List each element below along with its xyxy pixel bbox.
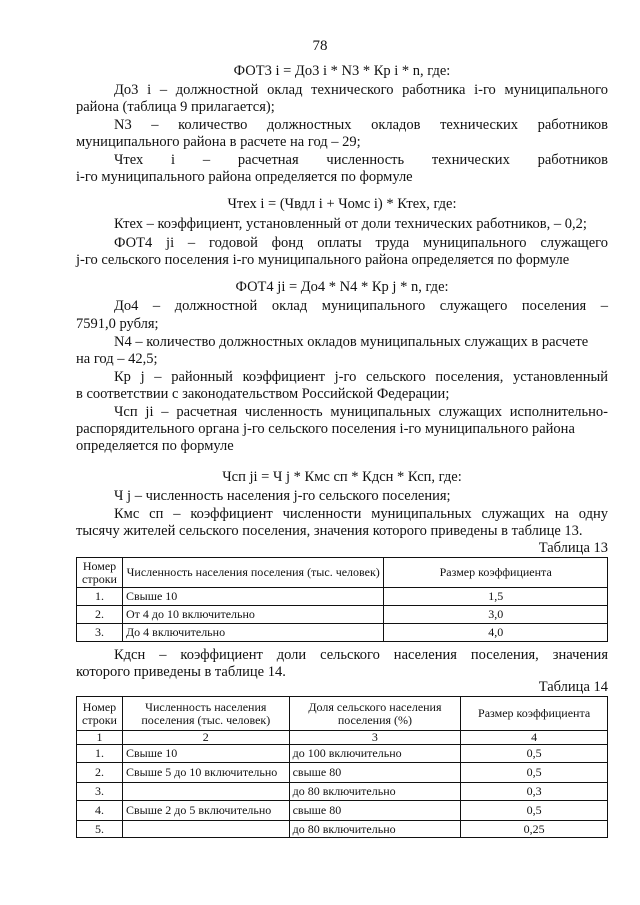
- table-cell: 0,5: [461, 745, 608, 763]
- table-row: [77, 821, 608, 838]
- table-cell: Свыше 10: [122, 745, 289, 763]
- text-line: Ч j – численность населения j-го сельского поселения;: [114, 488, 451, 504]
- table-cell: 2.: [77, 763, 123, 783]
- text-line: которого приведены в таблице 14.: [76, 664, 286, 680]
- table14-caption: Таблица 14: [538, 679, 608, 695]
- table-cell: 4.: [77, 801, 123, 821]
- text-line: на год – 42,5;: [76, 351, 158, 367]
- text-line: муниципального района в расчете на год – 29;: [76, 134, 361, 150]
- table-cell: [122, 821, 289, 838]
- formula-fot3: ФОТ3 i = До3 i * N3 * Кр i * n, где:: [233, 63, 451, 79]
- text-line: Чтех i – расчетная численность технических работников: [114, 152, 608, 168]
- text-line: распорядительного органа j-го сельского поселения i-го муниципального района: [76, 421, 575, 437]
- page-number: 78: [312, 38, 328, 54]
- table-numbering-row: [77, 731, 608, 745]
- table-cell: 3.: [77, 783, 123, 801]
- table-cell: 0,5: [461, 763, 608, 783]
- text-line: тысячу жителей сельского поселения, значения которого приведены в таблице 13.: [76, 523, 583, 539]
- table-14: [76, 696, 608, 838]
- table-header: Численность населения поселения (тыс. человек): [122, 697, 289, 731]
- table-row: [77, 801, 608, 821]
- table-cell: 5.: [77, 821, 123, 838]
- table-header: Численность населения поселения (тыс. человек): [122, 558, 383, 588]
- text-line: Чсп ji – расчетная численность муниципальных служащих исполнительно-: [114, 404, 608, 420]
- text-line: j-го сельского поселения i-го муниципального района определяется по формуле: [76, 252, 570, 268]
- table-cell: 3.: [77, 624, 123, 642]
- table-cell: 2.: [77, 606, 123, 624]
- text-line: Кдсн – коэффициент доли сельского населения поселения, значения: [114, 647, 608, 663]
- table-row: [77, 783, 608, 801]
- table-cell: до 80 включительно: [289, 821, 461, 838]
- text-line: Кмс сп – коэффициент численности муниципальных служащих на одну: [114, 506, 608, 522]
- table-row: [77, 745, 608, 763]
- formula-fot4: ФОТ4 ji = До4 * N4 * Кр j * n, где:: [235, 279, 449, 295]
- table-header: Доля сельского населения поселения (%): [289, 697, 461, 731]
- text-line: 7591,0 рубля;: [76, 316, 159, 332]
- table-cell: 1,5: [384, 588, 608, 606]
- formula-chteh: Чтех i = (Чвдл i + Чомс i) * Ктех, где:: [227, 196, 457, 212]
- table-cell: Свыше 10: [122, 588, 383, 606]
- table-cell: 1: [77, 731, 123, 745]
- text-line: До4 – должностной оклад муниципального служащего поселения –: [114, 298, 608, 314]
- text-line: N3 – количество должностных окладов технических работников: [114, 117, 608, 133]
- table-cell: свыше 80: [289, 801, 461, 821]
- table-cell: Свыше 5 до 10 включительно: [122, 763, 289, 783]
- table-header: Размер коэффициента: [461, 697, 608, 731]
- table13-caption: Таблица 13: [538, 540, 608, 556]
- table-cell: 1.: [77, 588, 123, 606]
- table-cell: До 4 включительно: [122, 624, 383, 642]
- text-line: в соответствии с законодательством Российской Федерации;: [76, 386, 450, 402]
- table-cell: От 4 до 10 включительно: [122, 606, 383, 624]
- formula-chsp: Чсп ji = Ч j * Кмс сп * Кдсн * Ксп, где:: [222, 469, 462, 485]
- table-cell: 0,25: [461, 821, 608, 838]
- table-cell: 0,5: [461, 801, 608, 821]
- text-line: Кр j – районный коэффициент j-го сельского поселения, установленный: [114, 369, 608, 385]
- table-cell: свыше 80: [289, 763, 461, 783]
- table-cell: Свыше 2 до 5 включительно: [122, 801, 289, 821]
- table-cell: 2: [122, 731, 289, 745]
- text-line: ФОТ4 ji – годовой фонд оплаты труда муниципального служащего: [114, 235, 608, 251]
- table-cell: 4,0: [384, 624, 608, 642]
- text-line: До3 i – должностной оклад технического работника i-го муниципального: [114, 82, 608, 98]
- table-cell: 0,3: [461, 783, 608, 801]
- table-header: Номер строки: [77, 697, 123, 731]
- table-header: Размер коэффициента: [384, 558, 608, 588]
- table-cell: 4: [461, 731, 608, 745]
- table-cell: 1.: [77, 745, 123, 763]
- table-row: [77, 606, 608, 624]
- table-cell: 3,0: [384, 606, 608, 624]
- text-line: Ктех – коэффициент, установленный от доли технических работников, – 0,2;: [114, 216, 587, 232]
- table-cell: 3: [289, 731, 461, 745]
- table-cell: до 100 включительно: [289, 745, 461, 763]
- text-line: i-го муниципального района определяется по формуле: [76, 169, 413, 185]
- table-cell: [122, 783, 289, 801]
- table-cell: до 80 включительно: [289, 783, 461, 801]
- table-13: [76, 557, 608, 642]
- table-row: [77, 588, 608, 606]
- table-header: Номер строки: [77, 558, 123, 588]
- table-row: [77, 624, 608, 642]
- text-line: района (таблица 9 прилагается);: [76, 99, 275, 115]
- text-line: определяется по формуле: [76, 438, 234, 454]
- table-row: [77, 763, 608, 783]
- text-line: N4 – количество должностных окладов муниципальных служащих в расчете: [114, 334, 589, 350]
